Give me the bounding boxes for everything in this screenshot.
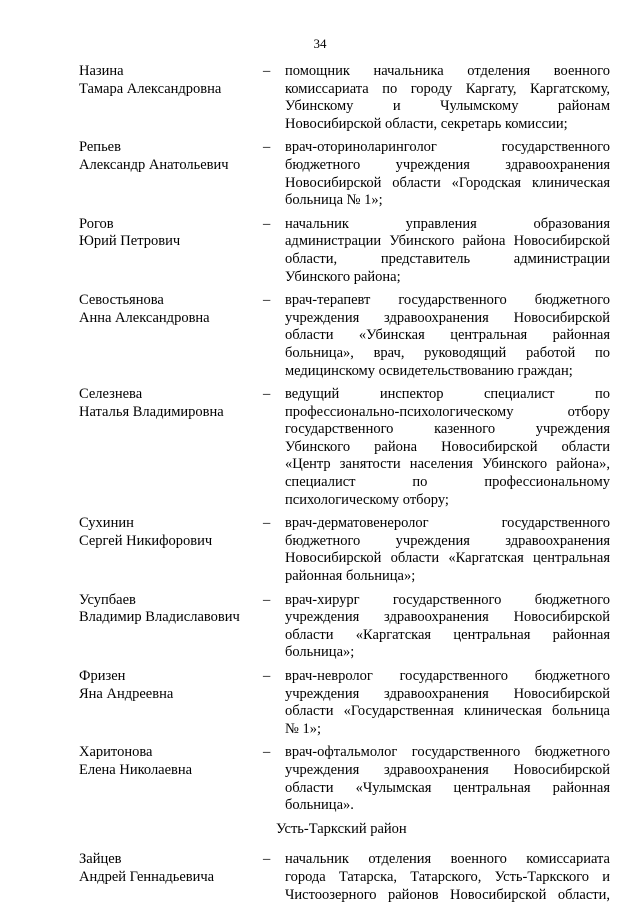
member-given-names: Владимир Владиславович	[79, 609, 240, 626]
position-line: учреждения здравоохранения Новосибирской	[285, 309, 610, 326]
section-heading: Усть-Таркский район	[276, 820, 407, 837]
dash-separator: –	[263, 591, 271, 608]
member-entry	[0, 592, 640, 662]
position-line: врач-терапевт государственного бюджетного	[285, 292, 610, 309]
member-given-names: Юрий Петрович	[79, 233, 181, 250]
member-entry	[0, 744, 640, 814]
member-name	[79, 139, 259, 174]
dash-separator: –	[263, 744, 271, 761]
member-entry	[0, 139, 640, 209]
member-entry	[0, 292, 640, 380]
position-line: «Центр занятости населения Убинского района»,	[285, 456, 610, 473]
member-position	[285, 851, 610, 904]
member-position	[285, 139, 610, 209]
position-line: области «Чулымская центральная районная	[285, 779, 610, 796]
position-line: психологическому отбору;	[285, 491, 449, 508]
position-line: Чистоозерного районов Новосибирской области,	[285, 886, 610, 903]
position-line: бюджетного учреждения здравоохранения	[285, 156, 610, 173]
dash-separator: –	[263, 139, 271, 156]
member-surname: Харитонова	[79, 744, 153, 761]
position-line: Убинскому и Чулымскому районам	[285, 98, 610, 115]
position-line: больница»;	[285, 644, 355, 661]
position-line: врач-офтальмолог государственного бюджетного	[285, 744, 610, 761]
member-list-ubinsky	[0, 63, 640, 815]
member-given-names: Сергей Никифорович	[79, 532, 213, 549]
member-list-ust-tarksky	[0, 851, 640, 904]
member-position	[285, 386, 610, 509]
member-name	[79, 216, 259, 251]
member-entry	[0, 386, 640, 509]
member-surname: Репьев	[79, 139, 121, 156]
position-line: города Татарска, Татарского, Усть-Таркского и	[285, 868, 610, 885]
position-line: помощник начальника отделения военного	[285, 63, 610, 79]
position-line: ведущий инспектор специалист по	[285, 386, 610, 403]
member-entry	[0, 63, 640, 133]
member-name	[79, 592, 259, 627]
position-line: Новосибирской области «Городская клиническая	[285, 174, 610, 191]
position-line: Новосибирской области, секретарь комиссии;	[285, 115, 568, 132]
dash-separator: –	[263, 386, 271, 403]
dash-separator: –	[263, 63, 271, 79]
position-line: № 1»;	[285, 720, 321, 737]
member-position	[285, 515, 610, 585]
commission-member-list	[0, 63, 640, 910]
dash-separator: –	[263, 292, 271, 309]
member-surname: Фризен	[79, 668, 126, 684]
position-line: области «Каргатская центральная районная	[285, 626, 610, 643]
member-name	[79, 386, 259, 421]
member-surname: Севостьянова	[79, 292, 164, 309]
position-line: больница», врач, руководящий работой по	[285, 344, 610, 361]
member-entry	[0, 668, 640, 738]
member-name	[79, 515, 259, 550]
member-surname: Зайцев	[79, 851, 122, 868]
member-position	[285, 592, 610, 662]
member-position	[285, 216, 610, 286]
position-line: области «Убинская центральная районная	[285, 327, 610, 344]
position-line: врач-дерматовенеролог государственного	[285, 515, 610, 532]
page-number: 34	[313, 36, 327, 51]
position-line: больница № 1»;	[285, 192, 383, 209]
position-line: профессионально-психологическому отбору	[285, 403, 610, 420]
position-line: Убинского района;	[285, 268, 401, 285]
member-name	[79, 851, 259, 886]
dash-separator: –	[263, 515, 271, 532]
dash-separator: –	[263, 851, 271, 868]
position-line: начальник управления образования	[285, 215, 610, 232]
position-line: Убинского района Новосибирской области	[285, 438, 610, 455]
position-line: районная больница»;	[285, 568, 416, 585]
member-name	[79, 668, 259, 703]
member-surname: Сухинин	[79, 515, 134, 532]
member-given-names: Александр Анатольевич	[79, 156, 229, 173]
member-position	[285, 63, 610, 133]
position-line: врач-невролог государственного бюджетного	[285, 668, 610, 684]
member-entry	[0, 851, 640, 904]
position-line: больница».	[285, 797, 354, 814]
position-line: государственного казенного учреждения	[285, 421, 610, 438]
position-line: начальник отделения военного комиссариата	[285, 851, 610, 868]
member-surname: Селезнева	[79, 386, 143, 403]
member-name	[79, 292, 259, 327]
position-line: врач-оториноларинголог государственного	[285, 139, 610, 156]
position-line: учреждения здравоохранения Новосибирской	[285, 761, 610, 778]
member-position	[285, 744, 610, 814]
dash-separator: –	[263, 215, 271, 232]
member-name	[79, 744, 259, 779]
position-line: медицинскому освидетельствованию граждан;	[285, 362, 573, 379]
position-line: комиссариата по городу Каргату, Каргатскому,	[285, 80, 610, 97]
position-line: Новосибирской области «Каргатская центральная	[285, 550, 610, 567]
member-position	[285, 292, 610, 380]
dash-separator: –	[263, 668, 271, 684]
member-position	[285, 668, 610, 738]
position-line: бюджетного учреждения здравоохранения	[285, 532, 610, 549]
member-surname: Назина	[79, 63, 124, 79]
position-line: области «Государственная клиническая больница	[285, 703, 610, 720]
member-entry	[0, 515, 640, 585]
member-entry	[0, 216, 640, 286]
position-line: учреждения здравоохранения Новосибирской	[285, 609, 610, 626]
member-given-names: Тамара Александровна	[79, 80, 222, 97]
member-given-names: Наталья Владимировна	[79, 403, 224, 420]
position-line: администрации Убинского района Новосибирской	[285, 233, 610, 250]
member-given-names: Яна Андреевна	[79, 685, 174, 702]
member-surname: Усупбаев	[79, 591, 136, 608]
member-name	[79, 63, 259, 98]
position-line: учреждения здравоохранения Новосибирской	[285, 685, 610, 702]
member-given-names: Елена Николаевна	[79, 761, 193, 778]
position-line: области, представитель администрации	[285, 250, 610, 267]
member-given-names: Анна Александровна	[79, 309, 210, 326]
position-line: специалист по профессиональному	[285, 474, 610, 491]
position-line: врач-хирург государственного бюджетного	[285, 591, 610, 608]
member-given-names: Андрей Геннадьевича	[79, 868, 215, 885]
member-surname: Рогов	[79, 215, 114, 232]
